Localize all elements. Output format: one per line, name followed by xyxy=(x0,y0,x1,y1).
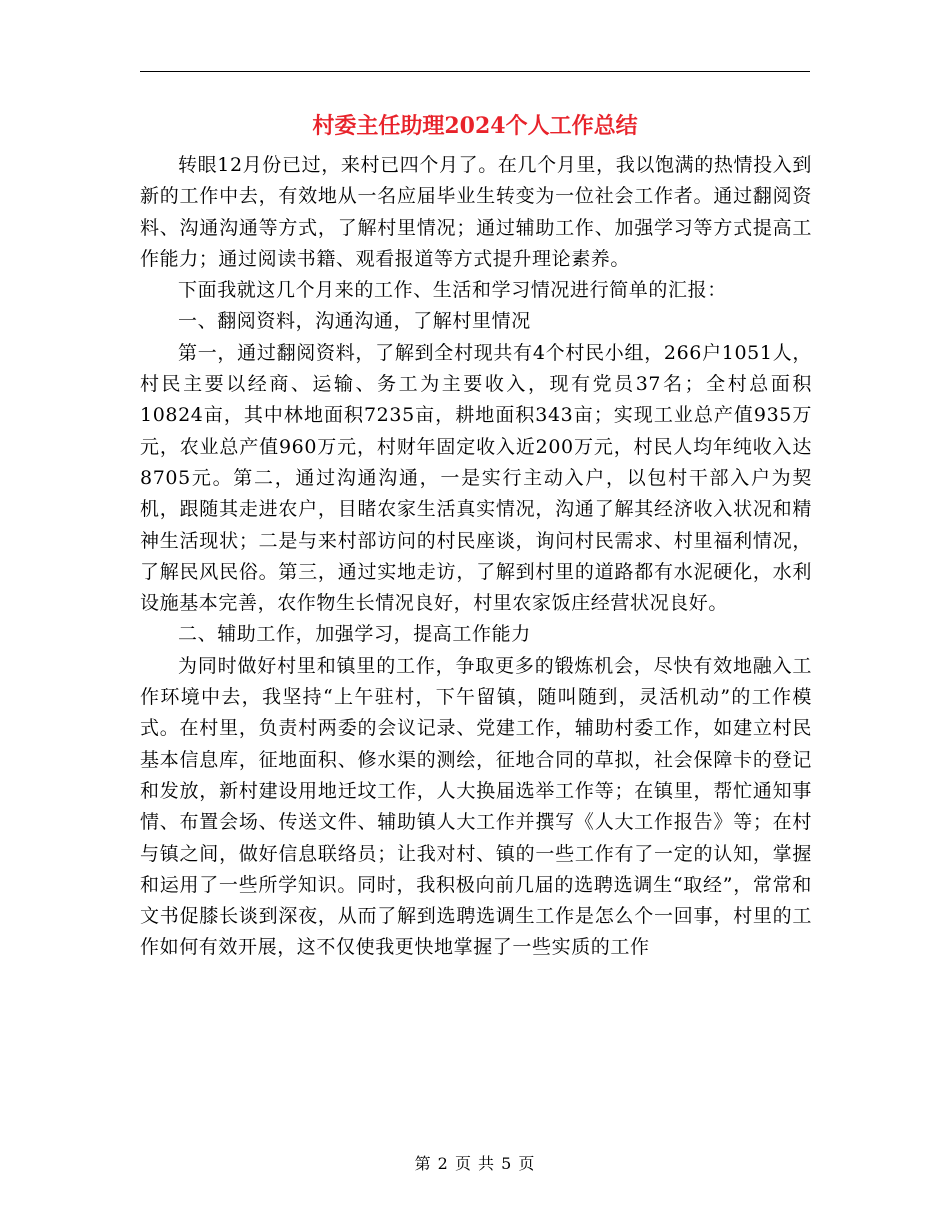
header-rule xyxy=(140,71,810,72)
page-number-footer: 第 2 页 共 5 页 xyxy=(414,1154,536,1173)
document-body xyxy=(140,150,812,964)
work-mode-paragraph: 为同时做好村里和镇里的工作，争取更多的锻炼机会，尽快有效地融入工作环境中去，我坚持“上午驻村，下午留镇，随叫随到，灵活机动”的工作模式。在村里，负责村两委的会议记录、党建工作，辅助村委工作，如建立村民基本信息库，征地面积、修水渠的测绘，征地合同的草拟，社会保障卡的登记和发放，新村建设用地迁坟工作，人大换届选举工作等；在镇里，帮忙通知事情、布置会场、传送文件、辅助镇人大工作并撰写《人大工作报告》等；在村与镇之间，做好信息联络员；让我对村、镇的一些工作有了一定的认知，掌握和运用了一些所学知识。同时，我积极向前几届的选聘选调生“取经”，常常和文书促膝长谈到深夜，从而了解到选聘选调生工作是怎么个一回事，村里的工作如何有效开展，这不仅使我更快地掌握了一些实质的工作 xyxy=(140,654,812,959)
section-heading-2: 二、辅助工作，加强学习，提高工作能力 xyxy=(178,623,531,646)
report-lead-paragraph: 下面我就这几个月来的工作、生活和学习情况进行简单的汇报： xyxy=(178,279,727,302)
document-title: 村委主任助理2024个人工作总结 xyxy=(312,113,638,139)
intro-paragraph: 转眼12月份已过，来村已四个月了。在几个月里，我以饱满的热情投入到新的工作中去，有效地从一名应届毕业生转变为一位社会工作者。通过翻阅资料、沟通沟通等方式，了解村里情况；通过辅助工作、加强学习等方式提高工作能力；通过阅读书籍、观看报道等方式提升理论素养。 xyxy=(140,154,812,270)
village-facts-paragraph: 第一，通过翻阅资料，了解到全村现共有4个村民小组，266户1051人，村民主要以经商、运输、务工为主要收入，现有党员37名；全村总面积10824亩，其中林地面积7235亩，耕地面积343亩；实现工业总产值935万元，农业总产值960万元，村财年固定收入近200万元，村民人均年纯收入达8705元。第二，通过沟通沟通，一是实行主动入户，以包村干部入户为契机，跟随其走进农户，目睹农家生活真实情况，沟通了解其经济收入状况和精神生活现状；二是与来村部访问的村民座谈，询问村民需求、村里福利情况，了解民风民俗。第三，通过实地走访，了解到村里的道路都有水泥硬化，水利设施基本完善，农作物生长情况良好，村里农家饭庄经营状况良好。 xyxy=(140,341,812,615)
section-heading-1: 一、翻阅资料，沟通沟通，了解村里情况 xyxy=(178,310,531,333)
